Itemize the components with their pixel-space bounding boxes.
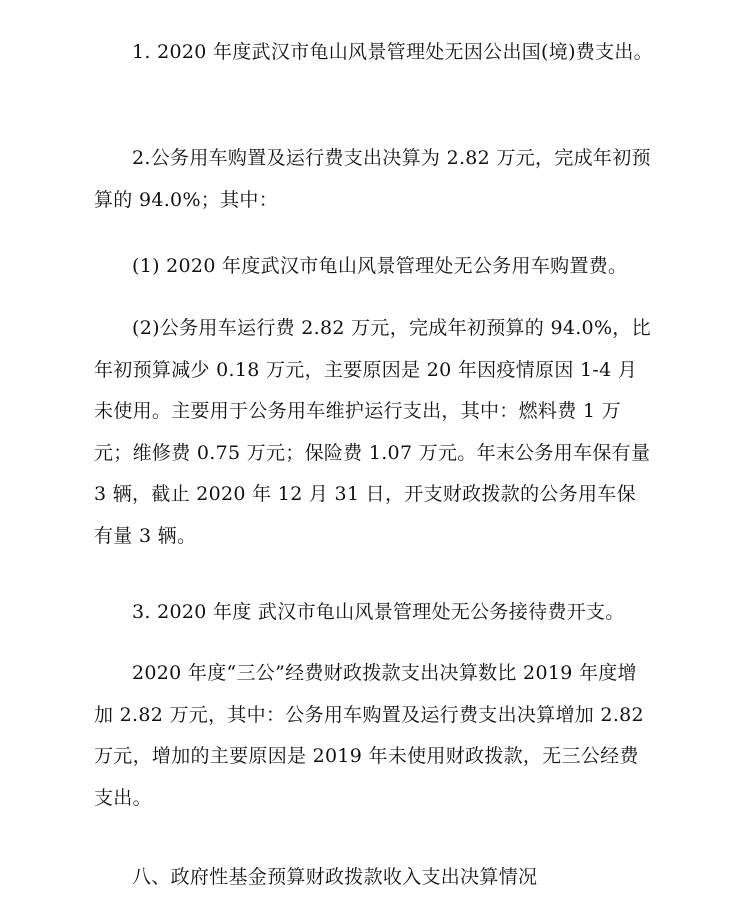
paragraph-vehicle-expense-summary: 2.公务用车购置及运行费支出决算为 2.82 万元，完成年初预算的 94.0%；其中： (94, 147, 651, 211)
section-heading-government-fund: 八、政府性基金预算财政拨款收入支出决算情况 (132, 866, 538, 888)
paragraph-three-public-comparison: 2020 年度“三公”经费财政拨款支出决算数比 2019 年度增加 2.82 万元，其中：公务用车购置及运行费支出决算增加 2.82 万元，增加的主要原因是 2019 年未使用财政拨款，无三公经费支出。 (94, 662, 644, 809)
paragraph-overseas-expense: 1. 2020 年度武汉市龟山风景管理处无因公出国(境)费支出。 (132, 41, 653, 63)
paragraph-reception-expense: 3. 2020 年度 武汉市龟山风景管理处无公务接待费开支。 (132, 601, 625, 623)
paragraph-vehicle-purchase: (1) 2020 年度武汉市龟山风景管理处无公务用车购置费。 (132, 255, 628, 277)
paragraph-vehicle-operation: (2)公务用车运行费 2.82 万元，完成年初预算的 94.0%，比年初预算减少 0.18 万元，主要原因是 20 年因疫情原因 1-4 月未使用。主要用于公务用车维护运行支出，其中：燃料费 1 万元；维修费 0.75 万元；保险费 1.07 万元。年末公务用车保有量 3 辆，截止 2020 年 12 月 31 日，开支财政拨款的公务用车保有量 3 辆。 (94, 317, 651, 547)
